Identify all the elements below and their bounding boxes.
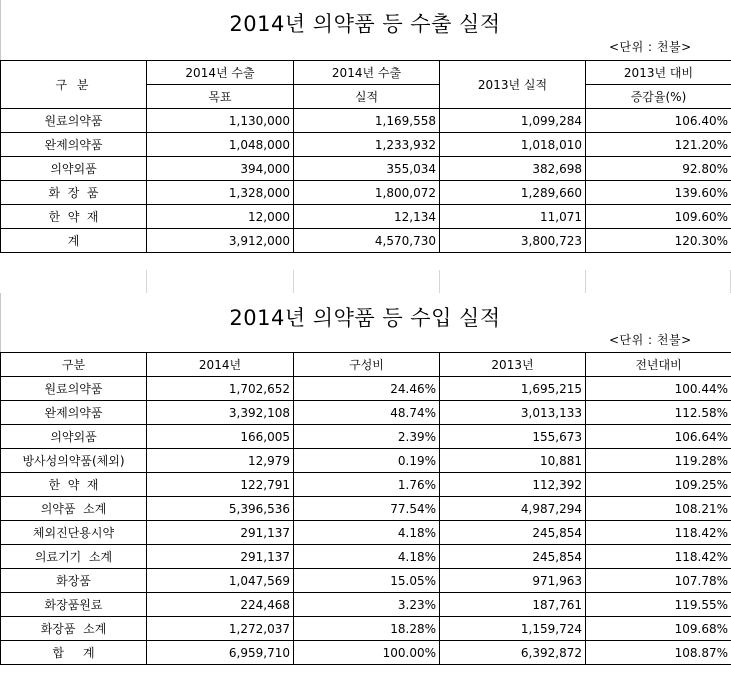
cell-2014: 6,959,710 (147, 641, 294, 665)
cell-yoy: 119.28% (586, 449, 731, 473)
spacer-row (0, 270, 731, 293)
cell-yoy: 109.68% (586, 617, 731, 641)
cell-target: 1,048,000 (147, 133, 294, 157)
cell-2014: 1,047,569 (147, 569, 294, 593)
row-label: 의약품 소계 (1, 497, 147, 521)
export-table (0, 60, 731, 253)
cell-yoy: 109.25% (586, 473, 731, 497)
cell-ratio: 139.60% (586, 181, 731, 205)
table-row (1, 133, 731, 157)
cell-ratio: 120.30% (586, 229, 731, 253)
export-header-prev: 2013년 실적 (440, 61, 586, 109)
cell-2014: 122,791 (147, 473, 294, 497)
export-header-target-top: 2014년 수출 (147, 61, 294, 85)
cell-actual: 1,233,932 (294, 133, 440, 157)
cell-share: 3.23% (294, 593, 440, 617)
cell-2014: 3,392,108 (147, 401, 294, 425)
table-row (1, 157, 731, 181)
cell-prev: 1,018,010 (440, 133, 586, 157)
cell-prev: 1,289,660 (440, 181, 586, 205)
row-label: 완제의약품 (1, 401, 147, 425)
cell-2014: 224,468 (147, 593, 294, 617)
table-row (1, 473, 731, 497)
cell-actual: 1,169,558 (294, 109, 440, 133)
cell-2014: 5,396,536 (147, 497, 294, 521)
cell-ratio: 121.20% (586, 133, 731, 157)
cell-yoy: 118.42% (586, 521, 731, 545)
import-title: 2014년 의약품 등 수입 실적 (229, 306, 501, 330)
import-table (0, 352, 731, 665)
cell-share: 4.18% (294, 521, 440, 545)
table-row (1, 109, 731, 133)
table-row (1, 425, 731, 449)
cell-2013: 1,159,724 (440, 617, 586, 641)
row-label: 화 장 품 (1, 181, 147, 205)
cell-share: 18.28% (294, 617, 440, 641)
cell-actual: 4,570,730 (294, 229, 440, 253)
cell-prev: 3,800,723 (440, 229, 586, 253)
table-row (1, 617, 731, 641)
cell-share: 15.05% (294, 569, 440, 593)
cell-2014: 166,005 (147, 425, 294, 449)
row-label: 의약외품 (1, 157, 147, 181)
table-row-total (1, 641, 731, 665)
row-label: 화장품 소계 (1, 617, 147, 641)
table-row-total (1, 229, 731, 253)
import-header-yoy: 전년대비 (586, 353, 731, 377)
cell-share: 0.19% (294, 449, 440, 473)
cell-2013: 1,695,215 (440, 377, 586, 401)
cell-prev: 1,099,284 (440, 109, 586, 133)
cell-prev: 382,698 (440, 157, 586, 181)
export-header-ratio-bottom: 증감율(%) (586, 85, 731, 109)
import-header-share: 구성비 (294, 353, 440, 377)
cell-share: 1.76% (294, 473, 440, 497)
row-label: 방사성의약품(체외) (1, 449, 147, 473)
cell-yoy: 119.55% (586, 593, 731, 617)
cell-2014: 291,137 (147, 545, 294, 569)
export-header-ratio-top: 2013년 대비 (586, 61, 731, 85)
row-label: 체외진단용시약 (1, 521, 147, 545)
cell-2014: 291,137 (147, 521, 294, 545)
cell-yoy: 112.58% (586, 401, 731, 425)
cell-share: 2.39% (294, 425, 440, 449)
row-label: 의료기기 소계 (1, 545, 147, 569)
cell-ratio: 106.40% (586, 109, 731, 133)
table-row (1, 401, 731, 425)
cell-yoy: 106.64% (586, 425, 731, 449)
export-header-actual-bottom: 실적 (294, 85, 440, 109)
table-row (1, 205, 731, 229)
table-row (1, 181, 731, 205)
export-header-target-bottom: 목표 (147, 85, 294, 109)
import-header-2014: 2014년 (147, 353, 294, 377)
table-row (1, 449, 731, 473)
cell-ratio: 109.60% (586, 205, 731, 229)
cell-2013: 245,854 (440, 521, 586, 545)
row-label: 화장품원료 (1, 593, 147, 617)
cell-ratio: 92.80% (586, 157, 731, 181)
table-row (1, 593, 731, 617)
table-row (1, 545, 731, 569)
cell-2013: 6,392,872 (440, 641, 586, 665)
cell-target: 394,000 (147, 157, 294, 181)
row-label: 의약외품 (1, 425, 147, 449)
import-header-2013: 2013년 (440, 353, 586, 377)
cell-2013: 245,854 (440, 545, 586, 569)
table-row (1, 521, 731, 545)
row-label: 완제의약품 (1, 133, 147, 157)
row-label: 계 (1, 229, 147, 253)
export-header-actual-top: 2014년 수출 (294, 61, 440, 85)
cell-prev: 11,071 (440, 205, 586, 229)
cell-2013: 112,392 (440, 473, 586, 497)
cell-2013: 155,673 (440, 425, 586, 449)
cell-yoy: 108.87% (586, 641, 731, 665)
import-unit-label: <단위 : 천불> (609, 333, 692, 347)
cell-2014: 12,979 (147, 449, 294, 473)
cell-target: 12,000 (147, 205, 294, 229)
cell-yoy: 100.44% (586, 377, 731, 401)
cell-share: 4.18% (294, 545, 440, 569)
cell-2014: 1,272,037 (147, 617, 294, 641)
cell-yoy: 108.21% (586, 497, 731, 521)
cell-target: 1,130,000 (147, 109, 294, 133)
row-label: 한 약 재 (1, 473, 147, 497)
row-label: 화장품 (1, 569, 147, 593)
row-label: 합 계 (1, 641, 147, 665)
row-label: 한 약 재 (1, 205, 147, 229)
cell-2013: 3,013,133 (440, 401, 586, 425)
import-header-category: 구분 (1, 353, 147, 377)
cell-share: 24.46% (294, 377, 440, 401)
export-header-category: 구 분 (1, 61, 147, 109)
cell-actual: 1,800,072 (294, 181, 440, 205)
row-label: 원료의약품 (1, 377, 147, 401)
cell-2013: 971,963 (440, 569, 586, 593)
cell-yoy: 118.42% (586, 545, 731, 569)
cell-actual: 355,034 (294, 157, 440, 181)
cell-yoy: 107.78% (586, 569, 731, 593)
cell-share: 48.74% (294, 401, 440, 425)
cell-2013: 10,881 (440, 449, 586, 473)
table-row (1, 569, 731, 593)
export-unit-label: <단위 : 천불> (609, 40, 692, 54)
row-label: 원료의약품 (1, 109, 147, 133)
cell-2014: 1,702,652 (147, 377, 294, 401)
table-row (1, 377, 731, 401)
export-title: 2014년 의약품 등 수출 실적 (229, 12, 501, 36)
table-row (1, 497, 731, 521)
cell-2013: 4,987,294 (440, 497, 586, 521)
cell-share: 100.00% (294, 641, 440, 665)
cell-target: 3,912,000 (147, 229, 294, 253)
cell-actual: 12,134 (294, 205, 440, 229)
cell-2013: 187,761 (440, 593, 586, 617)
cell-share: 77.54% (294, 497, 440, 521)
cell-target: 1,328,000 (147, 181, 294, 205)
